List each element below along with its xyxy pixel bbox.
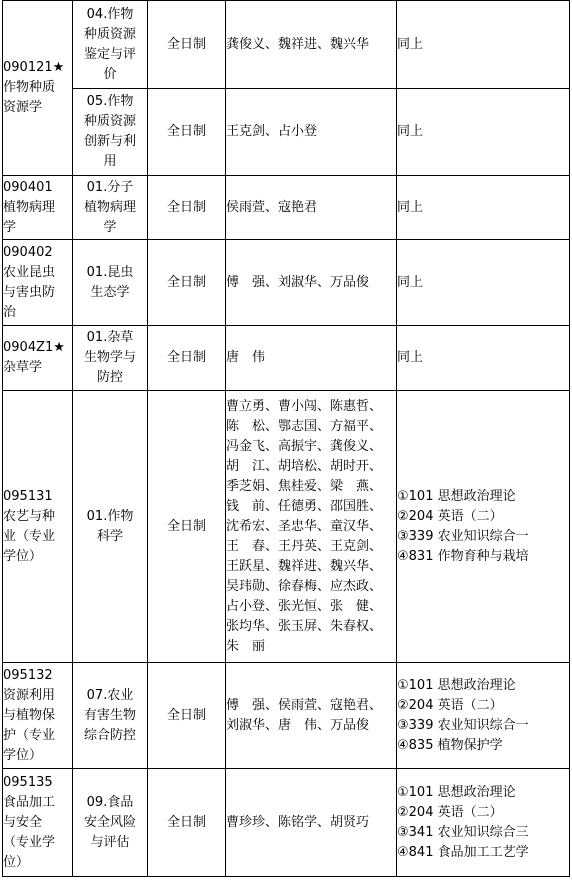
direction-cell [73, 176, 148, 240]
table-row [3, 176, 570, 240]
major-name-line: 杂草学 [3, 360, 43, 375]
exams-line: ③339 农业知识综合一 [397, 528, 529, 544]
major-code: 090402 [3, 244, 53, 260]
table-row [3, 663, 570, 769]
exams-line: 同上 [397, 350, 424, 365]
tutors-line: 刘淑华、唐 伟、万品俊 [226, 717, 370, 733]
major-code: 0904Z1★ [3, 340, 65, 355]
major-name-line: 学位） [3, 548, 43, 564]
direction-line: 生态学 [90, 284, 130, 300]
study-mode-cell: 全日制 [148, 391, 226, 663]
major-name-line: 与安全 [3, 814, 43, 830]
tutors-line: 傅 强、刘淑华、万品俊 [226, 274, 370, 290]
direction-line: 价 [103, 66, 117, 82]
study-mode-cell: 全日制 [148, 663, 226, 769]
major-name-line: 食品加工 [3, 794, 56, 810]
major-name-line: 学 [3, 219, 17, 235]
tutors-line: 王克剑、占小登 [226, 124, 318, 139]
study-mode-cell: 全日制 [148, 89, 226, 176]
tutors-cell [226, 326, 397, 391]
major-name-line: 护（专业 [3, 727, 56, 743]
major-cell [3, 176, 73, 240]
table-row [3, 769, 570, 877]
major-name-line: 农艺与种 [3, 508, 56, 524]
tutors-line: 侯雨萱、寇艳君 [226, 199, 318, 215]
tutors-cell [226, 89, 397, 176]
direction-line: 09.食品 [86, 794, 134, 810]
direction-line: 07.农业 [86, 687, 134, 703]
direction-line: 创新与利 [83, 134, 136, 149]
tutors-line: 沈希宏、圣忠华、童汉华、 [226, 518, 383, 534]
major-name-line: 资源学 [3, 100, 43, 115]
study-mode-cell: 全日制 [148, 176, 226, 240]
tutors-line: 唐 伟 [226, 350, 266, 365]
direction-line: 种质资源 [83, 114, 136, 129]
direction-line: 防控 [96, 370, 123, 385]
direction-line: 用 [103, 154, 117, 169]
major-code: 090401 [3, 179, 53, 195]
study-mode-cell: 全日制 [148, 1, 226, 89]
direction-line: 安全风险 [83, 814, 136, 830]
direction-cell [73, 1, 148, 89]
direction-line: 与评估 [90, 834, 130, 850]
direction-line: 有害生物 [83, 707, 136, 723]
exams-line: 同上 [397, 274, 424, 290]
study-mode-cell: 全日制 [148, 240, 226, 326]
direction-cell [73, 391, 148, 663]
tutors-cell [226, 663, 397, 769]
direction-cell [73, 89, 148, 176]
major-cell [3, 326, 73, 391]
major-name-line: 学位） [3, 747, 43, 763]
direction-line: 04.作物 [86, 6, 134, 22]
exams-cell [397, 326, 570, 391]
tutors-cell [226, 391, 397, 663]
study-mode-cell: 全日制 [148, 326, 226, 391]
major-cell [3, 1, 73, 176]
exams-line: ③339 农业知识综合一 [397, 717, 529, 733]
major-cell [3, 663, 73, 769]
exams-line: ①101 思想政治理论 [397, 488, 516, 504]
direction-line: 鉴定与评 [83, 46, 136, 62]
major-name-line: 业（专业 [3, 528, 56, 544]
direction-cell [73, 663, 148, 769]
direction-line: 01.昆虫 [86, 264, 134, 280]
direction-line: 科学 [96, 528, 123, 544]
major-name-line: （专业学 [3, 834, 56, 850]
major-code: 095135 [3, 774, 53, 790]
tutors-line: 傅 强、侯雨萱、寇艳君、 [226, 697, 383, 713]
direction-line: 01.杂草 [86, 330, 134, 345]
major-cell [3, 391, 73, 663]
table-row [3, 240, 570, 326]
tutors-cell [226, 240, 397, 326]
major-code: 090121★ [3, 60, 65, 75]
tutors-line: 王跃星、魏祥进、魏兴华、 [226, 558, 383, 574]
table-row [3, 391, 570, 663]
tutors-line: 曹立勇、曹小闯、陈惠哲、 [226, 398, 383, 414]
direction-line: 种质资源 [83, 26, 136, 42]
study-mode-cell: 全日制 [148, 769, 226, 877]
major-name-line: 资源利用 [3, 687, 56, 703]
program-table [2, 0, 570, 877]
direction-line: 01.分子 [86, 179, 134, 195]
direction-line: 学 [103, 219, 117, 235]
exams-line: 同上 [397, 199, 424, 215]
exams-line: ①101 思想政治理论 [397, 677, 516, 693]
direction-line: 05.作物 [86, 94, 134, 109]
tutors-cell [226, 176, 397, 240]
exams-line: ③341 农业知识综合三 [397, 824, 529, 840]
direction-cell [73, 769, 148, 877]
tutors-cell [226, 1, 397, 89]
direction-cell [73, 240, 148, 326]
exams-cell [397, 89, 570, 176]
table-row [3, 326, 570, 391]
tutors-line: 张均华、张玉屏、朱春权、 [226, 618, 383, 634]
major-name-line: 与害虫防 [3, 284, 56, 300]
tutors-line: 龚俊义、魏祥进、魏兴华 [226, 36, 370, 52]
table-row [3, 89, 570, 176]
table-row [3, 1, 570, 89]
direction-line: 植物病理 [83, 199, 136, 215]
exams-line: ②204 英语（二） [397, 697, 503, 713]
tutors-line: 陈 松、鄂志国、方福平、 [226, 418, 383, 434]
exams-line: ①101 思想政治理论 [397, 784, 516, 800]
major-name-line: 位） [3, 854, 30, 870]
exams-line: 同上 [397, 36, 424, 52]
exams-cell [397, 769, 570, 877]
major-cell [3, 769, 73, 877]
major-cell [3, 240, 73, 326]
tutors-line: 冯金飞、高振宇、龚俊义、 [226, 438, 383, 454]
major-code: 095131 [3, 488, 53, 504]
exams-line: ②204 英语（二） [397, 804, 503, 820]
direction-line: 综合防控 [83, 727, 136, 743]
tutors-line: 占小登、张光恒、张 健、 [226, 598, 383, 614]
exams-line: ②204 英语（二） [397, 508, 503, 524]
exams-cell [397, 391, 570, 663]
exams-cell [397, 240, 570, 326]
major-name-line: 植物病理 [3, 199, 56, 215]
exams-cell [397, 1, 570, 89]
exams-line: ④841 食品加工工艺学 [397, 844, 529, 860]
exams-cell [397, 176, 570, 240]
tutors-line: 王 春、王丹英、王克剑、 [226, 538, 383, 554]
direction-line: 01.作物 [86, 508, 134, 524]
exams-line: ④831 作物育种与栽培 [397, 548, 529, 564]
exams-line: ④835 植物保护学 [397, 737, 503, 753]
exams-cell [397, 663, 570, 769]
tutors-line: 朱 丽 [226, 638, 266, 654]
tutors-cell [226, 769, 397, 877]
major-name-line: 农业昆虫 [3, 264, 56, 280]
direction-line: 生物学与 [83, 350, 136, 365]
major-name-line: 与植物保 [3, 707, 56, 723]
tutors-line: 胡 江、胡培松、胡时开、 [226, 458, 383, 474]
major-name-line: 治 [3, 304, 17, 320]
tutors-line: 曹珍珍、陈铭学、胡贤巧 [226, 814, 370, 830]
tutors-line: 季芝娟、焦桂爱、梁 燕、 [226, 478, 383, 494]
direction-cell [73, 326, 148, 391]
exams-line: 同上 [397, 124, 424, 139]
major-code: 095132 [3, 667, 53, 683]
major-name-line: 作物种质 [3, 80, 56, 95]
tutors-line: 钱 前、任德勇、邵国胜、 [226, 498, 383, 514]
tutors-line: 吴玮勋、徐春梅、应杰政、 [226, 578, 383, 594]
